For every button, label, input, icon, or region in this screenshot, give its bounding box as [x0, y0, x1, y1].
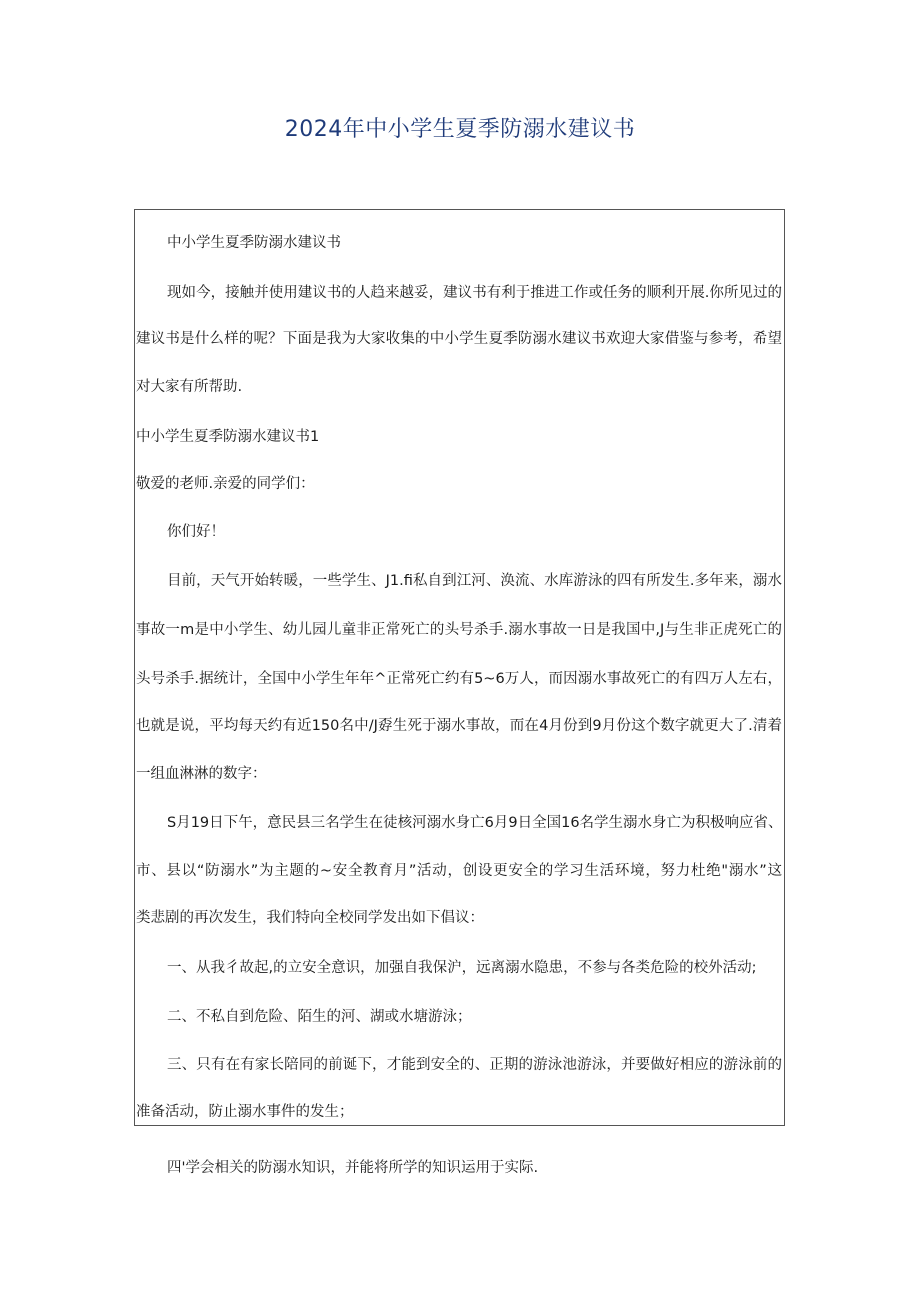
proposal-item-3: 三、只有在有家长陪同的前诞下，才能到安全的、正期的游泳池游泳，并要做好相应的游泳前的: [167, 1057, 782, 1073]
paragraph-line: S月19日下午，意民县三名学生在徒核河溺水身亡6月9日全国16名学生溺水身亡为积极响应省、: [167, 815, 783, 831]
paragraph-line: 建议书是什么样的呢？下面是我为大家收集的中小学生夏季防溺水建议书欢迎大家借鉴与参考，希望: [136, 331, 782, 347]
proposal-item-1: 一、从我彳故起,的立安全意识，加强自我保沪，远离溺水隐患，不参与各类危险的校外活动;: [167, 960, 757, 976]
paragraph-line: 头号杀手.据统计，全国中小学生年年^正常死亡约有5~6万人，而因溺水事故死亡的有四万人左右，: [136, 671, 782, 687]
proposal-item-4: 四'学会相关的防溺水知识，并能将所学的知识运用于实际.: [167, 1160, 539, 1176]
paragraph-line: 一组血淋淋的数字：: [136, 766, 267, 782]
paragraph-line: 类悲剧的再次发生，我们特向全校同学发出如下倡议：: [136, 910, 484, 926]
paragraph-line: 市、县以“防溺水”为主题的~安全教育月”活动，创设更安全的学习生活环境，努力杜绝"溺水”这: [136, 863, 782, 879]
paragraph-line: 现如今，接触并使用建议书的人趋来越妥，建议书有利于推进工作或任务的顺利开展.你所见过的: [167, 285, 782, 301]
proposal-item-3-cont: 准备活动，防止溺水事件的发生；: [136, 1104, 354, 1120]
page-title: 2024年中小学生夏季防溺水建议书: [284, 117, 636, 142]
salutation: 敬爱的老师.亲爱的同学们：: [136, 476, 315, 492]
paragraph-line: 对大家有所帮助.: [136, 379, 243, 395]
doc-subtitle: 中小学生夏季防溺水建议书: [167, 235, 341, 251]
paragraph-line: 也就是说，平均每天约有近150名中/J孬生死于溺水事故，而在4月份到9月份这个数字就更大了.清着: [136, 718, 782, 734]
section-heading: 中小学生夏季防溺水建议书1: [136, 429, 320, 445]
proposal-item-2: 二、不私自到危险、陌生的河、湖或水塘游泳；: [167, 1009, 472, 1025]
paragraph-line: 事故一m是中小学生、幼儿园儿童非正常死亡的头号杀手.溺水事故一日是我国中,J与生非正虎死亡的: [136, 622, 782, 638]
paragraph-line: 目前，天气开始转暖，一些学生、J1.fi私自到江河、涣流、水库游泳的四有所发生.多年来，溺水: [167, 573, 782, 589]
greeting: 你们好！: [167, 524, 225, 540]
